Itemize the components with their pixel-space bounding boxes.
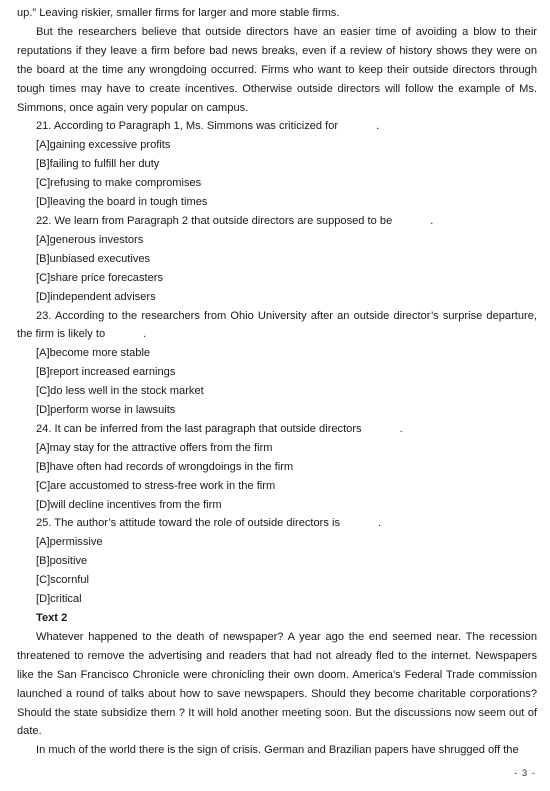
question-stem-text: 25. The author’s attitude toward the role of outside directors is <box>36 517 341 530</box>
answer-blank: . <box>378 517 382 530</box>
option-b: [B]unbiased executives <box>36 252 151 265</box>
option-c: [C]refusing to make compromises <box>36 177 202 190</box>
option-a: [A]permissive <box>36 536 103 549</box>
page-content <box>17 4 537 760</box>
option-c: [C]share price forecasters <box>36 271 164 284</box>
question-stem <box>17 117 537 136</box>
text2-paragraph-2: In much of the world there is the sign of crisis. German and Brazilian papers have shrugged off the <box>36 744 519 757</box>
option-c: [C]do less well in the stock market <box>36 385 204 398</box>
option-a: [A]gaining excessive profits <box>36 139 171 152</box>
question-25 <box>17 514 537 609</box>
answer-blank: . <box>399 422 403 435</box>
question-22 <box>17 212 537 307</box>
question-stem-text: 23. According to the researchers from Ohio University after an outside director’s surprise departure, the firm is likely to <box>17 309 537 341</box>
question-stem-text: 22. We learn from Paragraph 2 that outside directors are supposed to be <box>36 214 393 227</box>
text2-heading: Text 2 <box>36 612 68 624</box>
option-d: [D]leaving the board in tough times <box>36 196 208 209</box>
question-24 <box>17 420 537 515</box>
option-a: [A]become more stable <box>36 347 151 360</box>
question-stem <box>17 307 537 345</box>
text1-final-paragraph: But the researchers believe that outside directors have an easier time of avoiding a blow to their reputations if they leave a firm before bad news breaks, even if a review of history shows they were on the board at the time any wrongdoing occurred. Firms who want to keep their outside directors through tough times may have to create incentives. Otherwise outside directors will follow the example of Ms. Simmons, once again very popular on campus. <box>17 25 537 114</box>
question-stem-text: 21. According to Paragraph 1, Ms. Simmons was criticized for <box>36 120 339 133</box>
option-b: [B]failing to fulfill her duty <box>36 158 160 171</box>
question-stem <box>17 420 537 439</box>
answer-blank: . <box>376 120 380 133</box>
option-d: [D]independent advisers <box>36 290 156 303</box>
option-c: [C]are accustomed to stress-free work in the firm <box>36 479 276 492</box>
question-stem-text: 24. It can be inferred from the last paragraph that outside directors <box>36 422 362 435</box>
option-b: [B]report increased earnings <box>36 366 176 379</box>
option-a: [A]generous investors <box>36 233 144 246</box>
text1-tail-paragraph: up.” Leaving riskier, smaller firms for larger and more stable firms. <box>17 7 340 19</box>
option-b: [B]have often had records of wrongdoings in the firm <box>36 460 294 473</box>
page-number: - 3 - <box>514 768 536 779</box>
option-d: [D]critical <box>36 593 82 606</box>
question-21 <box>17 117 537 212</box>
question-stem <box>17 212 537 231</box>
option-d: [D]perform worse in lawsuits <box>36 404 176 417</box>
option-c: [C]scornful <box>36 574 90 587</box>
text2-paragraph-1: Whatever happened to the death of newspaper? A year ago the end seemed near. The recession threatened to remove the advertising and readers that had not already fled to the internet. Newspapers like the San Francisco Chronicle were chronicling their own doom. America’s Federal Trade commission launched a round of talks about how to save newspapers. Should they become charitable corporations? Should the state subsidize them ? It will hold another meeting soon. But the discussions now seem out of date. <box>17 630 537 738</box>
option-a: [A]may stay for the attractive offers from the firm <box>36 441 273 454</box>
option-b: [B]positive <box>36 555 88 568</box>
option-d: [D]will decline incentives from the firm <box>36 498 222 511</box>
question-stem <box>17 514 537 533</box>
answer-blank: . <box>143 328 147 341</box>
answer-blank: . <box>430 214 434 227</box>
question-23 <box>17 307 537 420</box>
